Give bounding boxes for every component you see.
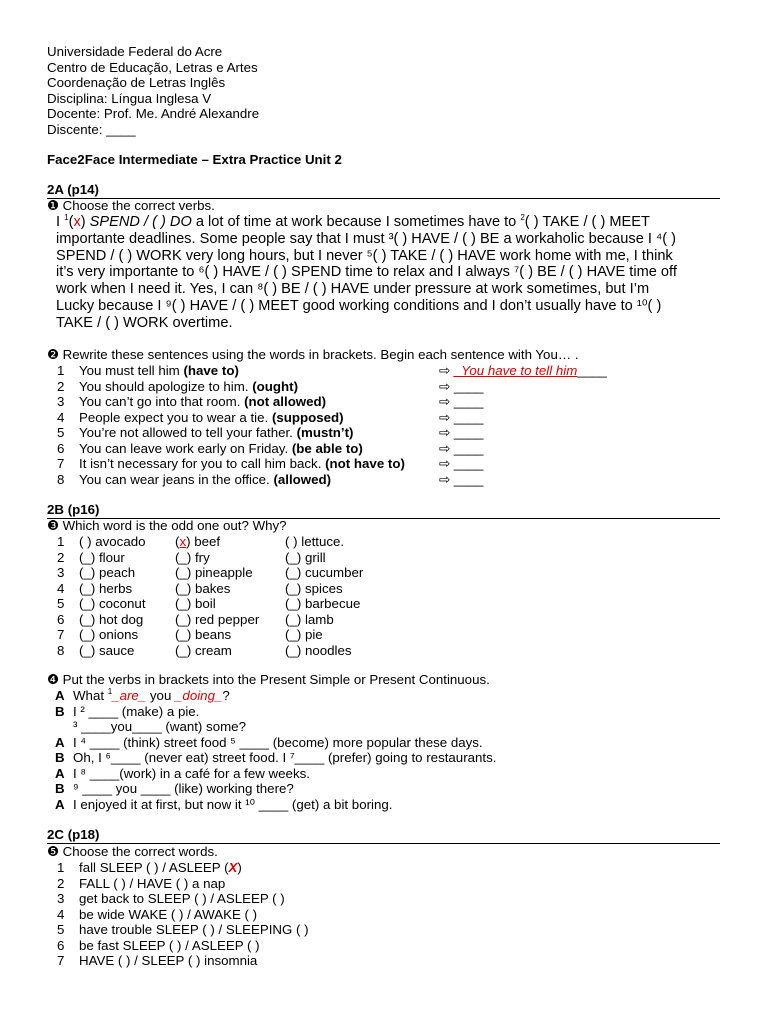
option-c: (_) lamb	[285, 611, 334, 627]
item-number: 2	[57, 378, 65, 394]
item-sentence	[79, 363, 239, 379]
answer-blank: ____	[453, 394, 484, 409]
header-block	[47, 44, 259, 137]
choice-text: HAVE ( ) / SLEEP ( ) insomnia	[79, 953, 258, 968]
item-number: 4	[57, 580, 65, 596]
item-number: 3	[57, 565, 65, 580]
option-a: (_) peach	[79, 565, 136, 580]
option-c: ( ) lettuce.	[285, 534, 345, 549]
ex5-instruction: ❺ Choose the correct words.	[47, 844, 218, 859]
bracket: )	[237, 860, 242, 875]
answer-cell	[439, 410, 483, 426]
choice-text: FALL ( ) / HAVE ( ) a nap	[79, 875, 226, 891]
ex3-instruction: ❸ Which word is the odd one out? Why?	[47, 518, 287, 533]
speaker-label: B	[55, 703, 65, 719]
teacher-line: Docente: Prof. Me. André Alexandre	[47, 106, 260, 121]
speaker-label: B	[55, 750, 65, 765]
bracket-hint: (mustn’t)	[296, 425, 354, 440]
bracket: )	[80, 214, 90, 230]
ex1-line-5: work when I need it. Yes, I can ⁸( ) BE / ( ) HAVE under pressure at work sometimes, but I’m	[56, 281, 650, 298]
item-number: 5	[57, 922, 65, 937]
bracket-hint: (be able to)	[291, 440, 363, 456]
item-number: 2	[57, 549, 65, 565]
option-a: (_) hot dog	[79, 611, 144, 627]
item-text	[79, 922, 309, 938]
arrow-icon: ⇨	[439, 440, 451, 456]
option-b	[175, 565, 253, 581]
item-number: 8	[57, 642, 65, 658]
item-text	[79, 891, 285, 907]
ex1-line-6: Lucky because I ⁹( ) HAVE / ( ) MEET good working conditions and I don’t usually have to ¹⁰( )	[56, 297, 662, 314]
section-2a-heading: 2A (p14)	[47, 182, 720, 199]
ex1-text: a lot of time at work because I sometimes have to	[191, 214, 521, 230]
option-c: (_) spices	[285, 580, 343, 596]
answer-text: _are_	[112, 688, 147, 703]
superscript-number: 1	[64, 213, 69, 222]
item-sentence	[79, 425, 353, 441]
university-line: Universidade Federal do Acre	[47, 44, 223, 59]
option-b	[175, 627, 231, 643]
ex1-paragraph	[56, 214, 677, 332]
item-number: 7	[57, 953, 65, 968]
item-sentence	[79, 410, 344, 426]
sentence-text: You should apologize to him.	[79, 378, 249, 394]
answer-text: _doing_	[175, 688, 223, 703]
item-text	[79, 876, 225, 892]
option-b	[175, 596, 216, 612]
answer-blank: ____	[453, 378, 484, 394]
dialogue-line: I ⁴ ____ (think) street food ⁵ ____ (become) more popular these days.	[73, 734, 483, 750]
option-a: (_) herbs	[79, 580, 133, 596]
speaker-label: B	[55, 781, 65, 796]
item-number: 5	[57, 596, 65, 611]
bracket-hint: (have to)	[183, 363, 239, 378]
sentence-text: You can wear jeans in the office.	[79, 471, 270, 487]
ex1-line-3: SPEND / ( ) WORK very long hours, but I never ⁵( ) TAKE / ( ) HAVE work home with me, I think	[56, 247, 673, 264]
option-b	[175, 581, 230, 597]
ex2-instruction: ❷ Rewrite these sentences using the words in brackets. Begin each sentence with You… .	[47, 347, 579, 362]
answer-cell	[439, 394, 483, 410]
option-text: (_) fry	[175, 549, 210, 565]
ex1-text: ( ) TAKE / ( ) MEET	[524, 214, 650, 230]
discipline-line: Disciplina: Língua Inglesa V	[47, 90, 212, 106]
answer-blank: ____	[453, 409, 484, 425]
coordination-line: Coordenação de Letras Inglês	[47, 75, 226, 90]
arrow-icon: ⇨	[439, 409, 451, 425]
speaker-label: A	[55, 688, 65, 703]
bracket-hint: (supposed)	[271, 409, 344, 425]
answer-blank: ____	[453, 440, 484, 456]
option-text: (_) beans	[175, 627, 232, 642]
item-number: 5	[57, 425, 65, 440]
ex1-choice: SPEND / ( ) DO	[89, 214, 192, 230]
ex4-instruction: ❹ Put the verbs in brackets into the Present Simple or Present Continuous.	[47, 672, 490, 687]
option-a: ( ) avocado	[79, 534, 146, 549]
item-number: 1	[57, 860, 65, 875]
option-c: (_) pie	[285, 627, 323, 642]
item-number: 7	[57, 456, 65, 471]
answer-mark: X	[228, 860, 238, 875]
answer-cell	[439, 472, 483, 488]
answer-mark: x	[73, 214, 81, 230]
sentence-text: You’re not allowed to tell your father.	[79, 425, 293, 440]
dialogue-line: Oh, I ⁶____ (never eat) street food. I ⁷____ (prefer) going to restaurants.	[73, 750, 497, 765]
ex1-line-1	[56, 214, 677, 231]
option-c: (_) barbecue	[285, 596, 361, 611]
ex1-line-7: TAKE / ( ) WORK overtime.	[56, 314, 233, 331]
choice-text: be wide WAKE ( ) / AWAKE ( )	[79, 906, 258, 922]
item-text	[79, 907, 257, 923]
dialogue-text: What	[73, 688, 108, 703]
option-a: (_) coconut	[79, 596, 146, 611]
section-2c-heading: 2C (p18)	[47, 827, 720, 844]
option-c: (_) grill	[285, 549, 326, 565]
dialogue-line: I ² ____ (make) a pie.	[73, 703, 200, 719]
item-text	[79, 938, 260, 954]
item-sentence	[79, 379, 298, 395]
item-text	[79, 953, 257, 969]
item-sentence	[79, 441, 363, 457]
answer-blank: ____	[453, 471, 484, 487]
item-number: 8	[57, 471, 65, 487]
dialogue-text: ?	[222, 688, 230, 703]
option-b	[175, 534, 220, 550]
dialogue-line: ³ ____you____ (want) some?	[73, 719, 246, 734]
answer-blank: ____	[453, 456, 484, 471]
item-text	[79, 860, 242, 876]
answer-cell	[439, 441, 483, 457]
option-b	[175, 643, 232, 659]
arrow-icon: ⇨	[439, 425, 451, 440]
choice-text: fall SLEEP ( ) / ASLEEP (	[79, 860, 229, 875]
item-number: 4	[57, 906, 65, 922]
option-a: (_) sauce	[79, 642, 135, 658]
arrow-icon: ⇨	[439, 456, 451, 471]
dialogue-text: you	[146, 688, 176, 703]
item-number: 4	[57, 409, 65, 425]
student-line: Discente: ____	[47, 121, 136, 137]
bracket: (	[175, 534, 180, 549]
ex1-instruction: ❶ Choose the correct verbs.	[47, 198, 215, 213]
sentence-text: You must tell him	[79, 363, 180, 378]
item-number: 3	[57, 394, 65, 409]
option-c: (_) noodles	[285, 642, 352, 658]
answer-text: _You have to tell him	[453, 363, 578, 378]
ex1-line-4: it’s very importante to ⁶( ) HAVE / ( ) SPEND time to relax and I always ⁷( ) BE / ( ) HAVE time off	[56, 264, 677, 281]
answer-blank: ____	[577, 363, 607, 378]
option-text: (_) bakes	[175, 580, 231, 596]
dialogue-line: I ⁸ ____(work) in a café for a few weeks.	[73, 765, 310, 781]
sentence-text: You can’t go into that room.	[79, 394, 241, 409]
item-sentence	[79, 472, 331, 488]
option-text: (_) pineapple	[175, 565, 253, 580]
item-sentence	[79, 394, 326, 410]
arrow-icon: ⇨	[439, 363, 451, 378]
item-number: 7	[57, 627, 65, 642]
dialogue-line: ⁹ ____ you ____ (like) working there?	[73, 781, 294, 796]
item-sentence	[79, 456, 405, 472]
item-number: 1	[57, 534, 65, 549]
bracket-hint: (not have to)	[325, 456, 405, 471]
arrow-icon: ⇨	[439, 394, 451, 409]
option-b	[175, 550, 210, 566]
dialogue-line: I enjoyed it at first, but now it ¹⁰ ____ (get) a bit boring.	[73, 796, 393, 812]
answer-cell	[439, 456, 483, 472]
answer-cell	[439, 379, 483, 395]
item-number: 6	[57, 440, 65, 456]
sentence-text: People expect you to wear a tie.	[79, 409, 269, 425]
option-b	[175, 612, 259, 628]
answer-cell	[439, 363, 607, 379]
choice-text: be fast SLEEP ( ) / ASLEEP ( )	[79, 937, 260, 953]
center-line: Centro de Educação, Letras e Artes	[47, 59, 258, 75]
speaker-label: A	[55, 765, 65, 781]
section-2b-heading: 2B (p16)	[47, 502, 720, 519]
answer-cell	[439, 425, 483, 441]
option-text: (_) red pepper	[175, 611, 260, 627]
speaker-label: A	[55, 796, 65, 812]
bracket: (	[68, 214, 74, 230]
choice-text: get back to SLEEP ( ) / ASLEEP ( )	[79, 891, 285, 906]
item-number: 2	[57, 875, 65, 891]
dialogue-line	[73, 688, 230, 704]
choice-text: have trouble SLEEP ( ) / SLEEPING ( )	[79, 922, 309, 937]
option-c: (_) cucumber	[285, 565, 364, 580]
superscript-number: 2	[520, 213, 525, 222]
worksheet-title: Face2Face Intermediate – Extra Practice Unit 2	[47, 152, 342, 167]
superscript-number: 1	[107, 687, 113, 696]
bracket-hint: (ought)	[252, 378, 299, 394]
speaker-label: A	[55, 734, 65, 750]
item-number: 6	[57, 611, 65, 627]
answer-mark: x	[179, 534, 187, 549]
arrow-icon: ⇨	[439, 471, 451, 487]
ex1-text: I	[56, 214, 65, 230]
item-number: 1	[57, 363, 65, 378]
option-text: ) beef	[186, 534, 221, 549]
option-a: (_) flour	[79, 549, 125, 565]
bracket-hint: (not allowed)	[244, 394, 327, 409]
arrow-icon: ⇨	[439, 378, 451, 394]
item-number: 6	[57, 937, 65, 953]
answer-blank: ____	[453, 425, 484, 440]
sentence-text: It isn’t necessary for you to call him back.	[79, 456, 322, 471]
sentence-text: You can leave work early on Friday.	[79, 440, 289, 456]
bracket-hint: (allowed)	[273, 471, 332, 487]
option-text: (_) cream	[175, 642, 232, 658]
ex1-line-2: importante deadlines. Some people say that I must ³( ) HAVE / ( ) BE a workaholic because I ⁴( )	[56, 230, 677, 247]
option-a: (_) onions	[79, 627, 139, 642]
option-text: (_) boil	[175, 596, 216, 611]
item-number: 3	[57, 891, 65, 906]
